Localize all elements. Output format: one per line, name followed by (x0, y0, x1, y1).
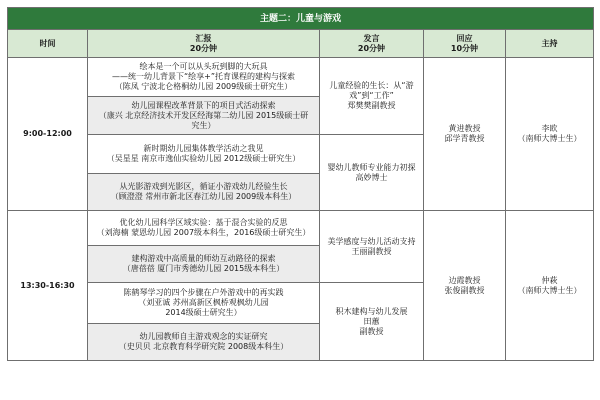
header-time (8, 30, 88, 58)
report-presenter: （刘亚诚 苏州高新区枫桥观枫幼儿园 (138, 298, 269, 307)
report-presenter-cont: 2014级硕士研究生） (165, 308, 242, 317)
header-response-label: 回应 (456, 33, 473, 43)
schedule-table-frame (7, 7, 593, 393)
response-cell (424, 58, 506, 211)
responder-name: 邱学青教授 (444, 134, 485, 143)
speech-speaker: 郑樊樊副教授 (347, 101, 396, 110)
report-cell (88, 174, 320, 211)
report-cell (88, 97, 320, 135)
speech-speaker: 王丽副教授 (351, 246, 392, 256)
header-speech (320, 30, 424, 58)
header-response (424, 30, 506, 58)
speech-title-line: 儿童经验的生长：从“游 (329, 81, 414, 90)
report-title: 优化幼儿园科学区域实验：基于混合实验的反思 (119, 218, 288, 227)
report-subtitle: ——统一幼儿背景下“绘享+”托育课程的建构与探索 (112, 72, 295, 81)
report-cell (88, 283, 320, 324)
speech-title-line: 婴幼儿教师专业能力初探 (327, 162, 416, 172)
report-cell (88, 135, 320, 174)
header-response-duration: 10分钟 (450, 43, 479, 53)
header-report-duration: 20分钟 (189, 43, 218, 53)
header-report (88, 30, 320, 58)
report-cell (88, 211, 320, 246)
table-row (8, 58, 594, 97)
header-speech-label: 发言 (363, 33, 380, 43)
report-title: 从光影游戏到光影区，循证小游戏幼儿经验生长 (119, 182, 288, 191)
report-presenter: （刘海楠 蒙恩幼儿园 2007级本科生，2016级硕士研究生） (96, 228, 311, 237)
report-title: 陈鹤琴学习的四个步骤在户外游戏中的再实践 (123, 288, 284, 297)
speech-title-line: 戏”到“工作” (349, 91, 394, 100)
report-cell (88, 58, 320, 97)
report-presenter: （史贝贝 北京教育科学研究院 2008级本科生） (118, 342, 289, 351)
report-presenter: （吴星星 南京市逸仙实验幼儿园 2012级硕士研究生） (106, 154, 301, 163)
host-name: 李欧 (541, 124, 558, 133)
report-presenter: （顾澄澄 常州市新北区春江幼儿园 2009级本科生） (110, 192, 297, 201)
speech-cell (320, 283, 424, 361)
table-row (8, 211, 594, 246)
responder-name: 张俊副教授 (444, 285, 485, 295)
host-affiliation: （南师大博士生） (517, 285, 582, 295)
response-cell (424, 211, 506, 361)
header-row (8, 30, 594, 58)
host-name: 仲萩 (541, 275, 558, 285)
report-presenter: （陈凤 宁波北仑格桐幼儿园 2009级硕士研究生） (114, 82, 293, 91)
schedule-table (7, 7, 594, 361)
report-presenter: （唐蓓蓓 厦门市秀德幼儿园 2015级本科生） (122, 264, 285, 273)
report-title: 新时期幼儿园集体教学活动之我见 (143, 144, 264, 153)
header-report-label: 汇报 (195, 33, 212, 43)
table-title: 主题二：儿童与游戏 (8, 8, 594, 30)
report-cell (88, 246, 320, 283)
report-cell (88, 324, 320, 361)
header-host (506, 30, 594, 58)
header-time-label: 时间 (39, 38, 56, 48)
header-host-label: 主持 (541, 38, 558, 48)
report-title: 幼儿园课程改革背景下的项目式活动探索 (131, 100, 276, 110)
responder-name: 黄进教授 (448, 124, 481, 133)
report-title: 幼儿园教师自主游戏观念的实证研究 (139, 332, 268, 341)
speech-title-line: 美学感度与幼儿活动支持 (327, 236, 416, 246)
report-title: 绘本是一个可以从头玩到脚的大玩具 (139, 62, 268, 71)
host-cell (506, 211, 594, 361)
session-time-afternoon: 13:30-16:30 (8, 211, 88, 361)
report-presenter: （康兴 北京经济技术开发区经海第二幼儿园 2015级硕士研 (98, 110, 309, 120)
speech-cell (320, 58, 424, 135)
header-speech-duration: 20分钟 (357, 43, 386, 53)
session-time-morning: 9:00-12:00 (8, 58, 88, 211)
report-presenter-cont: 究生） (191, 120, 216, 130)
speech-title-line: 积木建构与幼儿发展 (335, 306, 408, 316)
host-cell (506, 58, 594, 211)
host-affiliation: （南师大博士生） (517, 134, 582, 143)
responder-name: 边霞教授 (448, 275, 481, 285)
title-row (8, 8, 594, 30)
speech-cell (320, 135, 424, 211)
speech-speaker: 高妙博士 (355, 172, 388, 182)
speech-speaker-title: 副教授 (359, 326, 384, 336)
speech-cell (320, 211, 424, 283)
speech-speaker: 田蕙 (363, 316, 380, 326)
report-title: 建构游戏中高质量的师幼互动路径的探索 (131, 254, 276, 263)
